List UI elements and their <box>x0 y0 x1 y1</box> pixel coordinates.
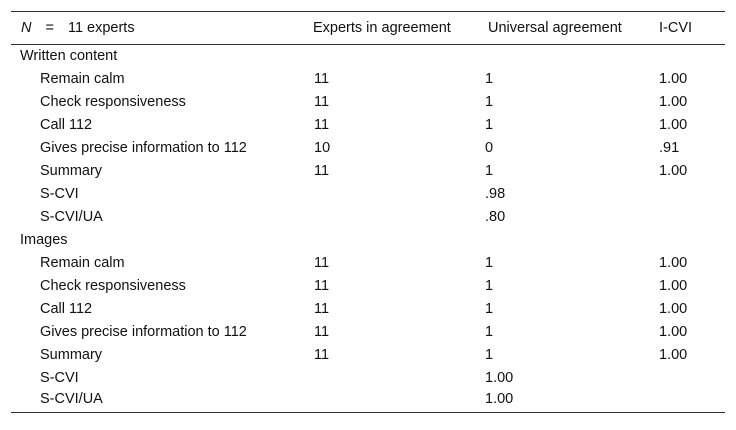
cell-icvi: 1.00 <box>659 163 688 179</box>
cell-agreement: 11 <box>314 278 330 294</box>
row-label: Remain calm <box>40 255 125 271</box>
header-experts-in-agreement: Experts in agreement <box>313 20 451 36</box>
table-row <box>11 252 725 275</box>
row-label: Check responsiveness <box>40 278 186 294</box>
cell-universal: 1.00 <box>485 370 514 386</box>
cell-icvi <box>648 206 725 229</box>
cell-universal: 1 <box>485 71 494 87</box>
cell-agreement: 11 <box>314 347 330 363</box>
cvi-table-container <box>11 11 725 413</box>
cell-agreement: 11 <box>314 301 330 317</box>
cell-universal: 0 <box>485 140 494 156</box>
row-label: Summary <box>40 163 103 179</box>
cell-universal: 1 <box>485 163 494 179</box>
table-row <box>11 344 725 367</box>
cell-agreement: 11 <box>314 71 330 87</box>
table-header <box>11 12 725 45</box>
cell-agreement: 11 <box>314 324 330 340</box>
row-label: Remain calm <box>40 71 125 87</box>
cell-agreement: 11 <box>314 117 330 133</box>
cell-universal: 1 <box>485 278 494 294</box>
cell-icvi: 1.00 <box>659 278 688 294</box>
cell-icvi: 1.00 <box>659 94 688 110</box>
cell-universal: .80 <box>485 209 506 225</box>
cell-icvi: 1.00 <box>659 301 688 317</box>
cell-agreement: 10 <box>314 140 331 156</box>
cell-icvi: 1.00 <box>659 71 688 87</box>
cell-agreement <box>302 206 477 229</box>
header-row <box>11 12 725 45</box>
equals-sign: = <box>45 20 54 36</box>
cell-icvi: 1.00 <box>659 255 688 271</box>
table-row <box>11 367 725 390</box>
section-row-written-content <box>11 45 725 68</box>
cell-agreement: 11 <box>314 94 330 110</box>
cell-universal: 1 <box>485 301 494 317</box>
cell-icvi: 1.00 <box>659 347 688 363</box>
cell-agreement <box>302 183 477 206</box>
row-label: Gives precise information to 112 <box>40 140 247 156</box>
row-label: Check responsiveness <box>40 94 186 110</box>
cell-universal: 1 <box>485 324 494 340</box>
table-row <box>11 298 725 321</box>
cell-icvi <box>648 390 725 413</box>
section-title: Written content <box>20 48 118 65</box>
cell-universal: 1 <box>485 94 494 110</box>
table-row <box>11 390 725 413</box>
cell-icvi: .91 <box>659 140 680 156</box>
table-row <box>11 275 725 298</box>
cell-agreement <box>302 390 477 413</box>
row-label: Call 112 <box>40 301 93 317</box>
row-label: S-CVI <box>40 370 79 386</box>
cell-universal: .98 <box>485 186 506 202</box>
cvi-table <box>11 11 725 413</box>
header-universal-agreement: Universal agreement <box>488 20 622 36</box>
row-label: S-CVI/UA <box>40 391 103 408</box>
row-label: Call 112 <box>40 117 93 133</box>
table-row <box>11 206 725 229</box>
section-title: Images <box>20 232 68 248</box>
cell-agreement <box>302 367 477 390</box>
cell-universal: 1 <box>485 255 494 271</box>
cell-icvi <box>648 367 725 390</box>
cell-universal: 1 <box>485 117 494 133</box>
header-n-experts <box>11 12 302 45</box>
table-row <box>11 91 725 114</box>
cell-icvi <box>648 183 725 206</box>
n-value: 11 experts <box>67 20 135 36</box>
cell-agreement: 11 <box>314 163 330 179</box>
cell-agreement: 11 <box>314 255 330 271</box>
table-row <box>11 137 725 160</box>
cell-icvi: 1.00 <box>659 324 688 340</box>
table-row <box>11 321 725 344</box>
cell-universal: 1 <box>485 347 494 363</box>
row-label: S-CVI/UA <box>40 209 103 225</box>
cell-icvi: 1.00 <box>659 117 688 133</box>
row-label: Gives precise information to 112 <box>40 324 247 340</box>
table-row <box>11 114 725 137</box>
section-row-images <box>11 229 725 252</box>
table-row <box>11 68 725 91</box>
cell-universal: 1.00 <box>485 391 514 408</box>
table-row <box>11 183 725 206</box>
row-label: Summary <box>40 347 103 363</box>
table-body <box>11 45 725 413</box>
row-label: S-CVI <box>40 186 79 202</box>
header-icvi: I-CVI <box>659 20 693 36</box>
table-row <box>11 160 725 183</box>
n-symbol: N <box>21 20 32 36</box>
